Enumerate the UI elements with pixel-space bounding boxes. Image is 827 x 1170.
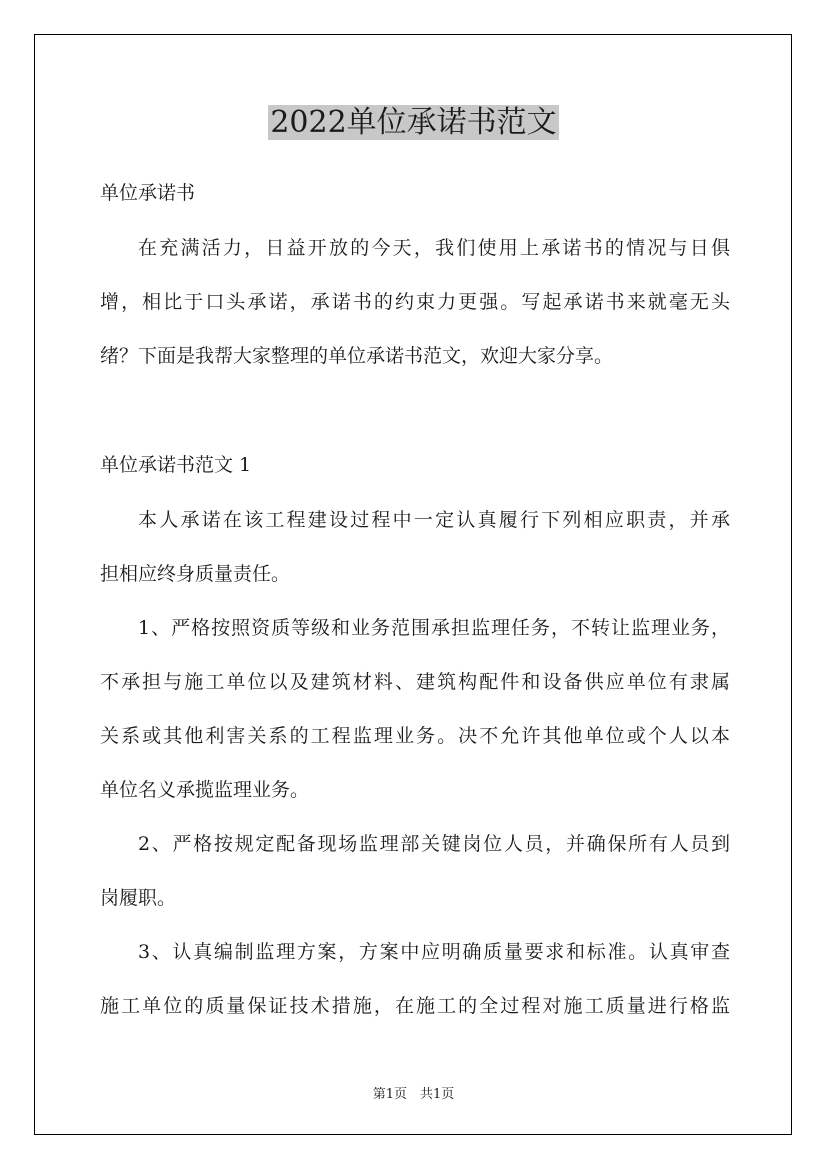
- text-line: 2、严格按规定配备现场监理部关键岗位人员，并确保所有人员到: [138, 833, 730, 855]
- text-line: 不承担与施工单位以及建筑材料、建筑构配件和设备供应单位有隶属: [100, 671, 730, 693]
- text-line: 担相应终身质量责任。: [100, 563, 291, 585]
- text-line: 施工单位的质量保证技术措施，在施工的全过程对施工质量进行格监: [100, 995, 730, 1017]
- text-line: 岗履职。: [100, 887, 177, 909]
- clause-2: [100, 817, 730, 925]
- document-subtitle: 单位承诺书: [100, 182, 196, 204]
- text-line: 单位名义承揽监理业务。: [100, 779, 310, 801]
- text-line: 本人承诺在该工程建设过程中一定认真履行下列相应职责，并承: [138, 509, 730, 531]
- commitment-paragraph: [100, 493, 730, 601]
- text-line: 增，相比于口头承诺，承诺书的约束力更强。写起承诺书来就毫无头: [100, 291, 730, 313]
- text-line: 关系或其他利害关系的工程监理业务。决不允许其他单位或个人以本: [100, 725, 730, 747]
- section-heading: 单位承诺书范文 1: [100, 454, 252, 476]
- text-line: 绪？下面是我帮大家整理的单位承诺书范文，欢迎大家分享。: [100, 345, 614, 367]
- clause-3: [100, 925, 730, 1033]
- clause-1: [100, 601, 730, 817]
- document-title-text: 2022单位承诺书范文: [270, 105, 557, 140]
- intro-paragraph: [100, 221, 730, 383]
- text-line: 在充满活力，日益开放的今天，我们使用上承诺书的情况与日俱: [138, 237, 730, 259]
- text-line: 1、严格按照资质等级和业务范围承担监理任务，不转让监理业务，: [138, 617, 730, 639]
- document-title: [0, 102, 827, 144]
- page-number: 第1页 共1页: [372, 1087, 455, 1102]
- text-line: 3、认真编制监理方案，方案中应明确质量要求和标准。认真审查: [138, 941, 730, 963]
